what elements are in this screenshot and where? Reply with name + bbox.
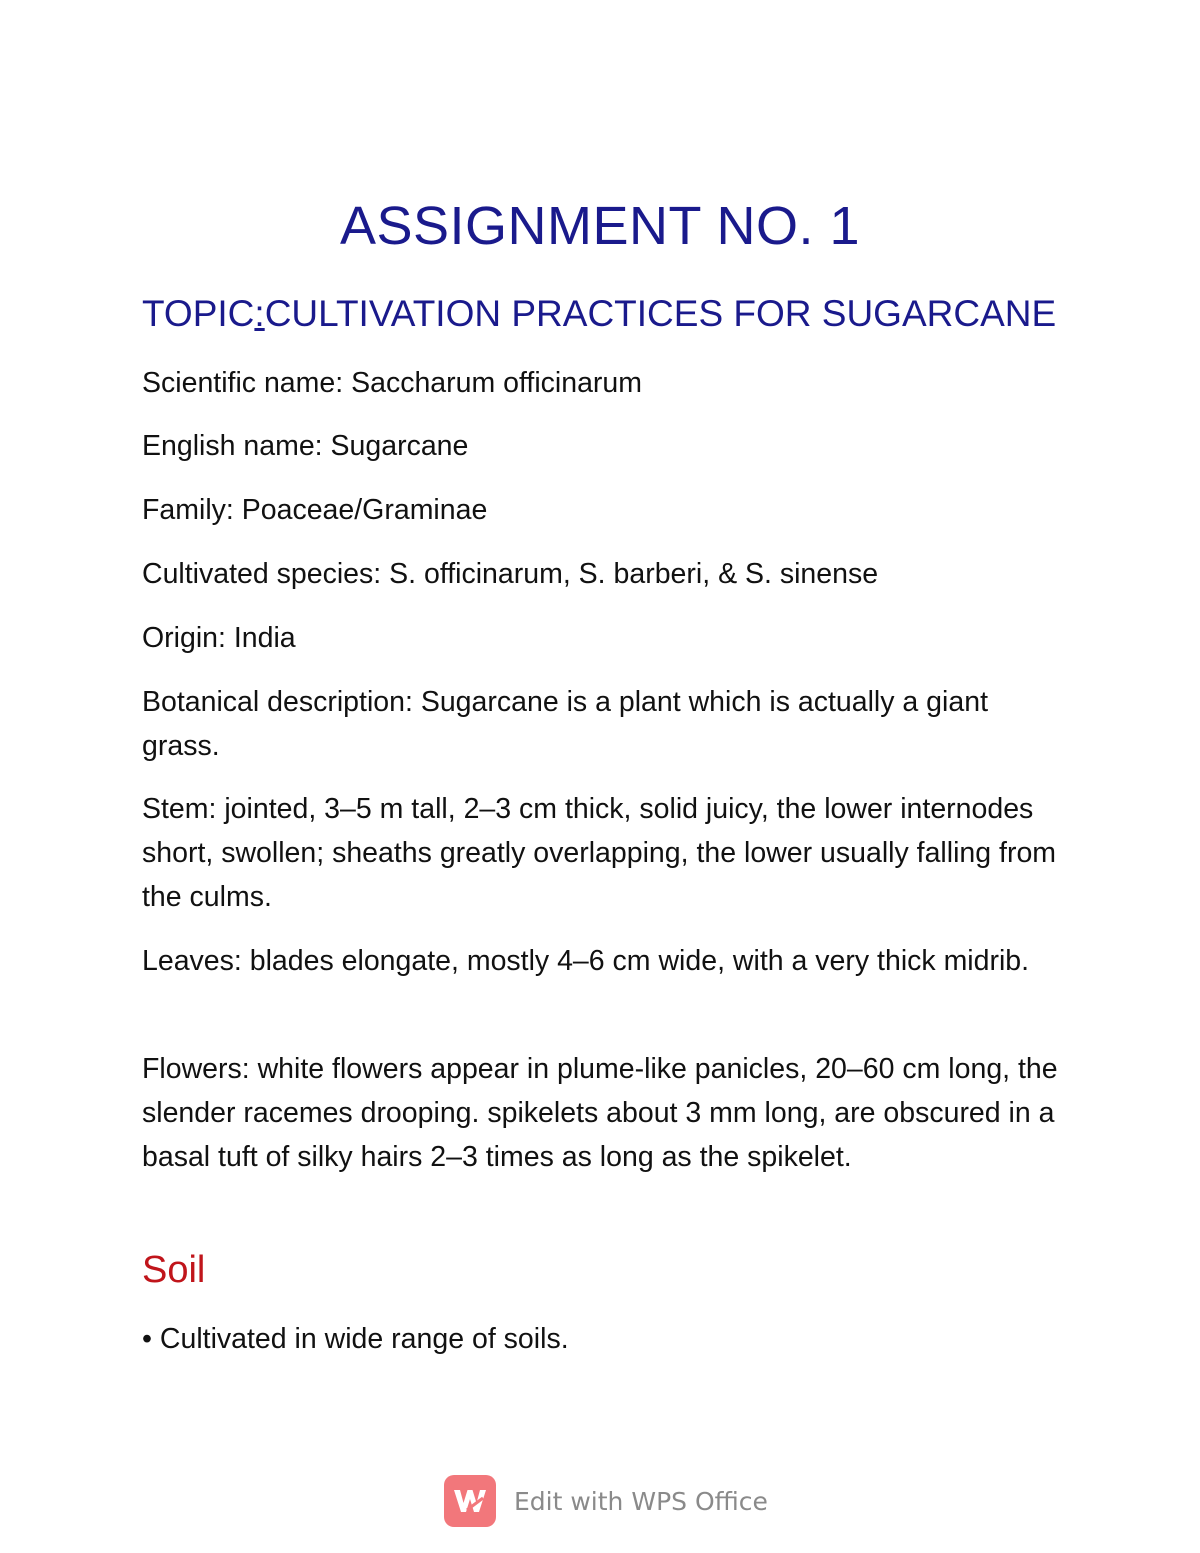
family-line: Family: Poaceae/Graminae (142, 494, 488, 526)
stem-paragraph: Stem: jointed, 3–5 m tall, 2–3 cm thick, solid juicy, the lower internodes short, swollen; sheaths greatly overlapping, the lower usually falling from the culms. (142, 793, 1057, 913)
botanical-description-paragraph: Botanical description: Sugarcane is a plant which is actually a giant grass. (142, 686, 988, 762)
wps-edit-link[interactable] (444, 1474, 768, 1528)
soil-heading: Soil (142, 1249, 206, 1291)
topic-colon: : (254, 293, 265, 334)
english-name-line: English name: Sugarcane (142, 430, 469, 462)
cultivated-species-line: Cultivated species: S. officinarum, S. barberi, & S. sinense (142, 558, 879, 590)
topic-prefix: TOPIC (142, 293, 255, 334)
leaves-paragraph: Leaves: blades elongate, mostly 4–6 cm wide, with a very thick midrib. (142, 945, 1030, 977)
wps-logo-icon (444, 1475, 496, 1527)
topic-text: CULTIVATION PRACTICES FOR SUGARCANE (264, 293, 1057, 334)
document-title: ASSIGNMENT NO. 1 (339, 196, 861, 256)
soil-bullet-item: • Cultivated in wide range of soils. (142, 1323, 569, 1355)
origin-line: Origin: India (142, 622, 296, 654)
topic-heading (142, 290, 1142, 338)
scientific-name-line: Scientific name: Saccharum officinarum (142, 367, 643, 399)
flowers-paragraph: Flowers: white flowers appear in plume-like panicles, 20–60 cm long, the slender racemes drooping. spikelets about 3 mm long, are obscured in a basal tuft of silky hairs 2–3 times as long as the spikelet. (142, 1053, 1058, 1173)
wps-edit-label[interactable]: Edit with WPS Office (514, 1486, 768, 1516)
